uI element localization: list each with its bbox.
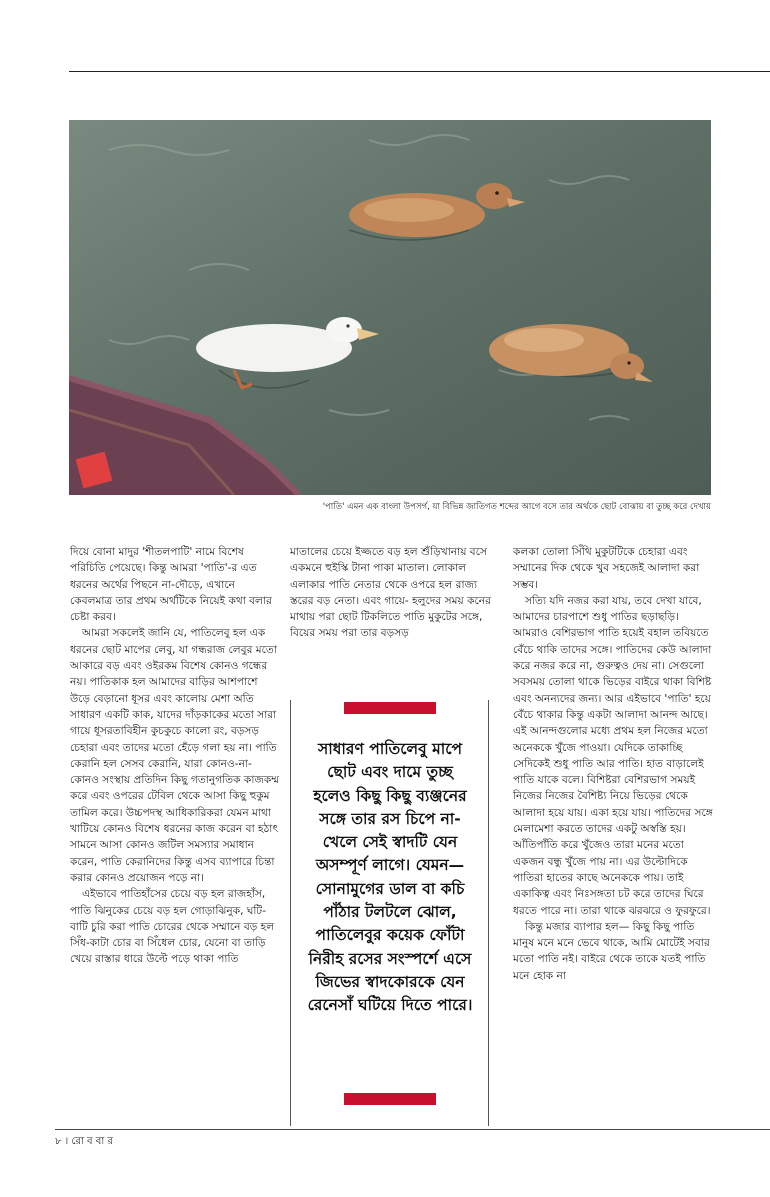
column-1 bbox=[70, 544, 280, 968]
pull-quote-top-bar bbox=[344, 702, 436, 714]
pull-quote-bottom-bar bbox=[344, 1093, 436, 1105]
paragraph: এইভাবে পাতিহাঁসের চেয়ে বড় হল রাজহাঁস, পাতি ঝিনুকের চেয়ে বড় হল গোড়াঝিনুক, ঘটি-বাটি চুরি করা পাতি চোরের থেকে সম্মানে বড় হল সিঁধ-কাটা চোর বা সিঁধেল চোর, যেনো বা তাড়ি খেয়ে রাস্তার ধারে উল্টে পড়ে থাকা পাতি bbox=[70, 888, 275, 966]
paragraph: কিন্তু মজার ব্যাপার হল— কিছু কিছু পাতি মানুষ মনে মনে ভেবে থাকে, আমি মোটেই সবার মতো পাতি নই। বাইরে থেকে তাকে যতই পাতি মনে হোক না bbox=[513, 920, 710, 982]
pull-quote-text: সাধারণ পাতিলেবু মাপে ছোট এবং দামে তুচ্ছ হলেও কিছু কিছু ব্যঞ্জনের সঙ্গে তার রস চিপে না-খেলে সেই স্বাদটি যেন অসম্পূর্ণ লাগে। যেমন— সোনামুগের ডাল বা কচি পাঁঠার টলটলে ঝোল, পাতিলেবুর কয়েক ফোঁটা নিরীহ রসের সংস্পর্শে এসে জিভের স্বাদকোরকে যেন রেনেসাঁ ঘটিয়ে দিতে পারে। bbox=[307, 740, 473, 1015]
pull-quote bbox=[306, 700, 474, 1105]
paragraph: সত্যি যদি নজর করা যায়, তবে দেখা যাবে, আমাদের চারপাশে শুধু পাতির ছড়াছড়ি। আমরাও বেশিরভাগ পাতি হয়েই বহাল তবিয়তে বেঁচে থাকি তাদের সঙ্গে। পাতিদের কেউ আলাদা করে নজর করে না, গুরুত্বও দেয় না। সেগুলো সবসময় তোলা থাকে ভিড়ের বাইরে থাকা বিশিষ্ট এবং অনন্যদের জন্য। আর এইভাবে 'পাতি' হয়ে বেঁচে থাকার কিন্তু একটা আলাদা আনন্দ আছে। এই আনন্দগুলোর মধ্যে প্রথম হল নিজের মতো অনেককে খুঁজে পাওয়া। যেদিকে তাকাচ্ছি সেদিকেই শুধু পাতি আর পাতি। হাত বাড়ালেই পাতি যাকে বলে। বিশিষ্টরা বেশিরভাগ সময়ই নিজের নিজের বৈশিষ্ট্য নিয়ে ভিড়ের থেকে আলাদা হয়ে যায়। একা হয়ে যায়। পাতিদের সঙ্গে মেলামেশা করতে তাদের একটু অস্বস্তি হয়। আঁতিপাঁতি করে খুঁজেও তারা মনের মতো একজন বন্ধু খুঁজে পায় না। এর উল্টোদিকে পাতিরা হাতের কাছে অনেককে পায়। তাই একাকিত্ব এবং নিঃসঙ্গতা চট করে তাদের ঘিরে ধরতে পারে না। তারা থাকে ঝরঝরে ও ফুরফুরে। bbox=[513, 594, 713, 917]
top-rule bbox=[69, 71, 770, 72]
column-3 bbox=[513, 544, 717, 984]
ducks-on-water-image bbox=[69, 120, 711, 495]
column-2 bbox=[290, 544, 502, 642]
paragraph: দিয়ে বোনা মাদুর 'শীতলপাটি' নামে বিশেষ পরিচিতি পেয়েছে। কিন্তু আমরা 'পাতি'-র এত ধরনের অর্থের পিছনে না-দৌড়ে, এখানে কেবলমাত্র তার প্রথম অর্থটিকে নিয়েই কথা বলার চেষ্টা করব। bbox=[70, 546, 272, 624]
ducks-photo bbox=[69, 120, 711, 495]
paragraph: কলকা তোলা সিঁথি মুকুটটিকে চেহারা এবং সম্মানের দিক থেকে খুব সহজেই আলাদা করা সম্ভব। bbox=[513, 546, 700, 591]
paragraph: আমরা সকলেই জানি যে, পাতিলেবু হল এক ধরনের ছোট মাপের লেবু, যা গন্ধরাজ লেবুর মতো আকারে বড় এবং ওইরকম বিশেষ কোনও গন্ধের নয়। পাতিকাক হল আমাদের বাড়ির আশপাশে উড়ে বেড়ানো ধূসর এবং কালোয় মেশা অতি সাধারণ একটি কাক, যাদের দাঁড়কাকের মতো সারা গায়ে ধূসরতাবিহীন কুচকুচে কালো রং, বড়সড় চেহারা এবং তাদের মতো হেঁড়ে গলা হয় না। পাতি কেরানি হল সেসব কেরানি, যারা কোনও-না-কোনও সংস্থায় প্রতিদিন কিছু গতানুগতিক কাজকম্ম করে এবং ওপরের টেবিল থেকে আসা কিছু হুকুম তামিল করে। উচ্চপদস্থ আধিকারিকরা যেমন মাথা খাটিয়ে কোনও বিশেষ ধরনের কাজ করেন বা হঠাৎ সামনে আসা কোনও জটিল সমস্যার সমাধান করেন, পাতি কেরানিদের কিন্তু এসব ব্যাপারে চিন্তা করার কোনও প্রয়োজন পড়ে না। bbox=[70, 627, 280, 884]
page-folio: ৮ । রো ব বা র bbox=[55, 1136, 113, 1147]
column-divider bbox=[488, 700, 489, 1126]
column-divider bbox=[290, 700, 291, 1126]
paragraph: মাতালের চেয়ে ইজ্জতে বড় হল শুঁড়িখানায় বসে একমনে হুইস্কি টানা পাকা মাতাল। লোকাল এলাকার পাতি নেতার থেকে ওপরে হল রাজ্য স্তরের বড় নেতা। এবং গায়ে- হলুদের সময় কনের মাথায় পরা ছোট টিকলিতে পাতি মুকুটের সঙ্গে, বিয়ের সময় পরা তার বড়সড় bbox=[290, 546, 491, 640]
photo-caption: 'পাতি' এমন এক বাংলা উপসর্গ, যা বিভিন্ন জাতিগত শব্দের আগে বসে তার অর্থকে ছোট বোঝায় বা তুচ্ছ করে দেখায় bbox=[322, 502, 711, 512]
bottom-rule bbox=[55, 1129, 770, 1130]
